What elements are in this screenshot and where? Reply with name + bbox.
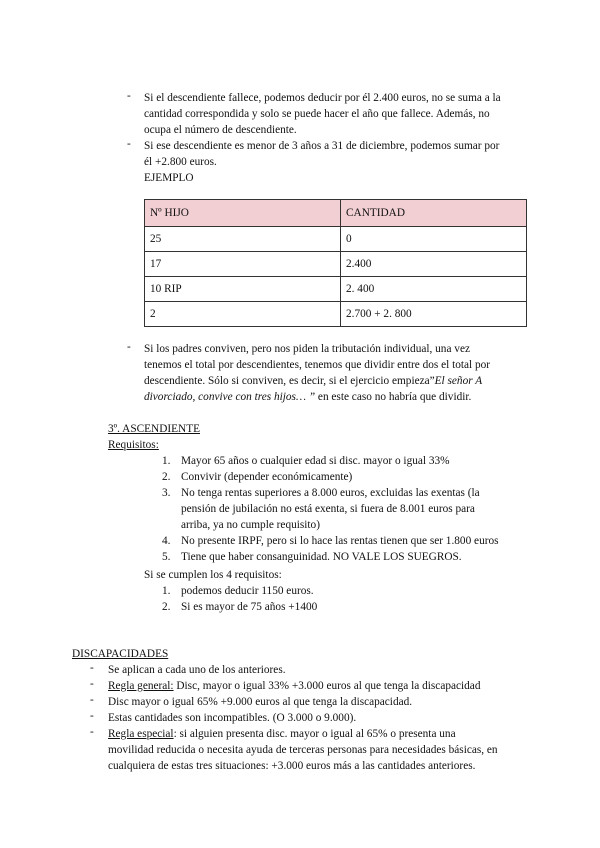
bullet-3-line-4-text: en este caso no habría que dividir. — [315, 391, 472, 403]
disc-line-2 — [108, 678, 480, 694]
req-num: 4. — [162, 535, 171, 547]
bullet-3-line-2: tenemos el total por descendientes, tenemos que dividir entre dos el total por — [144, 359, 491, 371]
bullet-dash: - — [90, 694, 94, 706]
bullet-3-italic-b: divorciado, convive con tres hijos… ” — [144, 391, 316, 403]
bullet-dash: - — [90, 662, 94, 674]
bullet-dash: - — [90, 678, 94, 690]
req-text: pensión de jubilación no está exenta, si fuera de 8.001 euros para — [181, 503, 475, 515]
disc-line-3: Disc mayor o igual 65% +9.000 euros al que tenga la discapacidad. — [108, 696, 413, 708]
req-num: 1. — [162, 455, 171, 467]
table-cell: 25 — [145, 227, 341, 252]
req-num: 3. — [162, 487, 171, 499]
regla-especial-label: Regla especial — [108, 728, 174, 740]
table-row — [145, 302, 527, 327]
requisitos-label: Requisitos: — [108, 439, 159, 451]
bullet-1-line-1: Si el descendiente fallece, podemos deducir por él 2.400 euros, no se suma a la — [144, 92, 501, 104]
ejemplo-label: EJEMPLO — [144, 172, 194, 184]
disc-line-6: movilidad reducida o necesita ayuda de terceras personas para necesidades básicas, en — [108, 744, 498, 756]
req-num: 5. — [162, 551, 171, 563]
req-text: Tiene que haber consanguinidad. NO VALE LOS SUEGROS. — [181, 551, 462, 563]
sub-num: 2. — [162, 601, 171, 613]
bullet-dash: - — [127, 341, 131, 353]
disc-line-5 — [108, 726, 456, 742]
table-cell: 17 — [145, 252, 341, 277]
req-text: Mayor 65 años o cualquier edad si disc. mayor o igual 33% — [181, 455, 450, 467]
bullet-1-line-3: ocupa el número de descendiente. — [144, 124, 297, 136]
table-cell: 2.400 — [341, 252, 527, 277]
regla-especial-text: : si alguien presenta disc. mayor o igual al 65% o presenta una — [173, 728, 456, 740]
table-cell: 0 — [341, 227, 527, 252]
regla-general-text: Disc, mayor o igual 33% +3.000 euros al que tenga la discapacidad — [173, 680, 481, 692]
bullet-dash: - — [90, 726, 94, 738]
table-cell: 2.700 + 2. 800 — [341, 302, 527, 327]
table-cell: 2 — [145, 302, 341, 327]
table-row — [145, 227, 527, 252]
table-cell: 10 RIP — [145, 277, 341, 302]
table-row — [145, 277, 527, 302]
bullet-dash: - — [127, 138, 131, 150]
sub-text: podemos deducir 1150 euros. — [181, 585, 314, 597]
req-text: arriba, ya no cumple requisito) — [181, 519, 320, 531]
bullet-3-line-4 — [144, 389, 471, 405]
bullet-1-line-2: cantidad correspondida y solo se puede hacer el año que fallece. Además, no — [144, 108, 490, 120]
disc-line-7: cualquiera de estas tres situaciones: +3.000 euros más a las cantidades anteriores. — [108, 760, 476, 772]
sub-num: 1. — [162, 585, 171, 597]
bullet-dash: - — [127, 90, 131, 102]
cumplen-text: Si se cumplen los 4 requisitos: — [144, 569, 282, 581]
bullet-3-italic-a: El señor A — [434, 375, 483, 387]
sub-text: Si es mayor de 75 años +1400 — [181, 601, 318, 613]
disc-line-1: Se aplican a cada uno de los anteriores. — [108, 664, 286, 676]
bullet-2-line-1: Si ese descendiente es menor de 3 años a 31 de diciembre, podemos sumar por — [144, 140, 500, 152]
disc-line-4: Estas cantidades son incompatibles. (O 3.000 o 9.000). — [108, 712, 357, 724]
table-row — [145, 252, 527, 277]
bullet-3-line-3-text: descendiente. Sólo si conviven, es decir, si el ejercicio empieza” — [144, 375, 435, 387]
table-cell: 2. 400 — [341, 277, 527, 302]
req-text: Convivir (depender económicamente) — [181, 471, 353, 483]
table-header-row — [145, 200, 527, 227]
bullet-3-line-3 — [144, 373, 482, 389]
bullet-dash: - — [90, 710, 94, 722]
req-text: No presente IRPF, pero si lo hace las rentas tienen que ser 1.800 euros — [181, 535, 499, 547]
regla-general-label: Regla general: — [108, 680, 174, 692]
table-header-cantidad: CANTIDAD — [341, 200, 527, 227]
bullet-2-line-2: él +2.800 euros. — [144, 156, 217, 168]
table-header-hijo: Nº HIJO — [145, 200, 341, 227]
ascendiente-title: 3º. ASCENDIENTE — [108, 423, 200, 435]
example-table — [144, 199, 527, 327]
req-num: 2. — [162, 471, 171, 483]
bullet-3-line-1: Si los padres conviven, pero nos piden la tributación individual, una vez — [144, 343, 470, 355]
req-text: No tenga rentas superiores a 8.000 euros, excluidas las exentas (la — [181, 487, 480, 499]
discapacidades-title: DISCAPACIDADES — [72, 648, 169, 660]
